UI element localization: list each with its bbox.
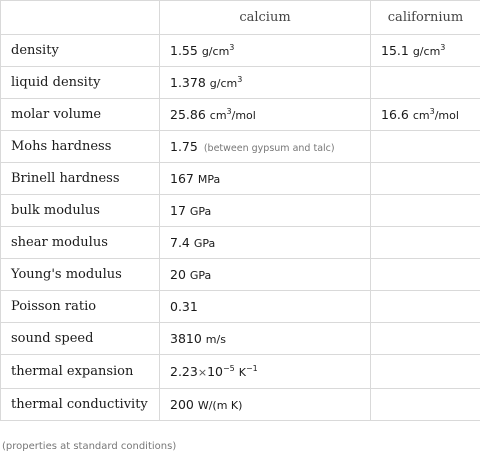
value-unit: $cm^3$/mol bbox=[412, 107, 459, 122]
row-label: liquid density bbox=[1, 67, 160, 99]
californium-value bbox=[371, 67, 480, 99]
value-unit: W/(m K) bbox=[197, 399, 243, 412]
value-unit: GPa bbox=[189, 269, 212, 282]
value-number: 3810 bbox=[170, 331, 202, 346]
row-label: Young's modulus bbox=[1, 259, 160, 291]
value-unit: $g/cm^3$ bbox=[209, 75, 243, 90]
value-unit: $cm^3$/mol bbox=[209, 107, 256, 122]
table-row bbox=[1, 389, 480, 421]
calcium-value bbox=[160, 99, 371, 131]
californium-value bbox=[371, 227, 480, 259]
header-row bbox=[1, 1, 480, 35]
value-number: 7.4 bbox=[170, 235, 190, 250]
row-label: Poisson ratio bbox=[1, 291, 160, 323]
row-label: thermal conductivity bbox=[1, 389, 160, 421]
value-unit: GPa bbox=[193, 237, 216, 250]
californium-value bbox=[371, 195, 480, 227]
californium-value bbox=[371, 131, 480, 163]
calcium-value bbox=[160, 35, 371, 67]
californium-value bbox=[371, 259, 480, 291]
value-number: 1.378 bbox=[170, 75, 206, 90]
table-row bbox=[1, 291, 480, 323]
calcium-value bbox=[160, 291, 371, 323]
row-label: Mohs hardness bbox=[1, 131, 160, 163]
row-label: molar volume bbox=[1, 99, 160, 131]
value-number: 16.6 bbox=[381, 107, 409, 122]
calcium-value bbox=[160, 227, 371, 259]
californium-value bbox=[371, 355, 480, 389]
header-californium: californium bbox=[371, 1, 480, 35]
value-unit: $g/cm^3$ bbox=[412, 43, 446, 58]
calcium-value bbox=[160, 259, 371, 291]
calcium-value bbox=[160, 389, 371, 421]
value-note: (between gypsum and talc) bbox=[203, 143, 335, 154]
value-number: 200 bbox=[170, 397, 194, 412]
calcium-value bbox=[160, 323, 371, 355]
value-number: 17 bbox=[170, 203, 186, 218]
row-label: sound speed bbox=[1, 323, 160, 355]
row-label: thermal expansion bbox=[1, 355, 160, 389]
californium-value bbox=[371, 99, 480, 131]
footnote: (properties at standard conditions) bbox=[2, 441, 177, 452]
value-number: 15.1 bbox=[381, 43, 409, 58]
californium-value bbox=[371, 389, 480, 421]
calcium-value bbox=[160, 163, 371, 195]
table-row bbox=[1, 227, 480, 259]
table-row bbox=[1, 163, 480, 195]
table-row bbox=[1, 99, 480, 131]
table-row bbox=[1, 355, 480, 389]
table-row bbox=[1, 131, 480, 163]
table-row bbox=[1, 195, 480, 227]
value-unit: $K^{-1}$ bbox=[238, 364, 258, 379]
value-number: 20 bbox=[170, 267, 186, 282]
value-base: 10 bbox=[207, 364, 223, 379]
calcium-value bbox=[160, 67, 371, 99]
row-label: shear modulus bbox=[1, 227, 160, 259]
calcium-value bbox=[160, 355, 371, 389]
table-row bbox=[1, 323, 480, 355]
californium-value bbox=[371, 291, 480, 323]
calcium-value bbox=[160, 195, 371, 227]
table-row bbox=[1, 67, 480, 99]
californium-value bbox=[371, 323, 480, 355]
table-row bbox=[1, 259, 480, 291]
value-number: 167 bbox=[170, 171, 194, 186]
californium-value bbox=[371, 163, 480, 195]
value-exponent: −5 bbox=[222, 364, 235, 373]
value-number: 1.55 bbox=[170, 43, 198, 58]
value-unit: m/s bbox=[205, 333, 226, 346]
row-label: Brinell hardness bbox=[1, 163, 160, 195]
value-unit: GPa bbox=[189, 205, 212, 218]
calcium-value bbox=[160, 131, 371, 163]
times-sign: × bbox=[197, 366, 208, 379]
value-number: 25.86 bbox=[170, 107, 206, 122]
value-unit: MPa bbox=[197, 173, 221, 186]
header-calcium: calcium bbox=[160, 1, 371, 35]
value-number: 0.31 bbox=[170, 299, 198, 314]
value-number: 1.75 bbox=[170, 139, 198, 154]
value-unit: $g/cm^3$ bbox=[201, 43, 235, 58]
table-row bbox=[1, 35, 480, 67]
row-label: bulk modulus bbox=[1, 195, 160, 227]
value-number: 2.23 bbox=[170, 364, 198, 379]
row-label: density bbox=[1, 35, 160, 67]
californium-value bbox=[371, 35, 480, 67]
header-blank bbox=[1, 1, 160, 35]
